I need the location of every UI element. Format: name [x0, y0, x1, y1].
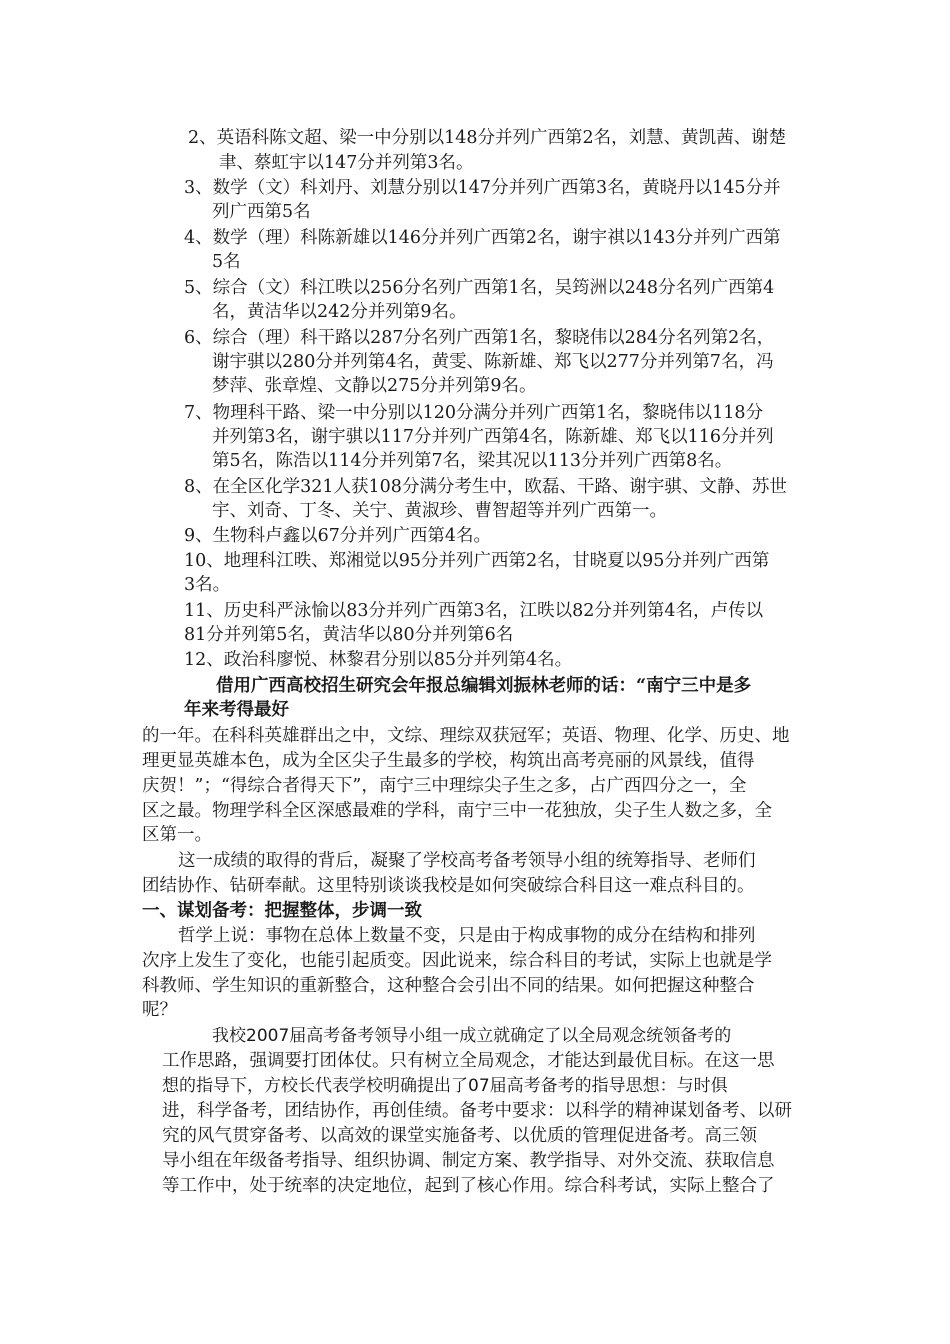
list-item-11-line-1: 11、历史科严泳愉以83分并列广西第3名，江昳以82分并列第4名，卢传以 — [184, 601, 764, 621]
list-item-7-line-1: 7、物理科干路、梁一中分别以120分满分并列广西第1名，黎晓伟以118分 — [184, 403, 764, 423]
list-item-9-line-1: 9、生物科卢鑫以67分并列广西第4名。 — [184, 526, 492, 546]
paragraph-school-line-3: 想的指导下，方校长代表学校明确提出了07届高考备考的指导思想：与时俱 — [162, 1076, 728, 1096]
list-item-8-line-2: 宇、刘奇、丁冬、关宁、黄淑珍、曹智超等并列广西第一。 — [212, 501, 667, 521]
paragraph-philosophy-line-1: 哲学上说：事物在总体上数量不变，只是由于构成事物的成分在结构和排列 — [178, 926, 756, 946]
paragraph-school-line-2: 工作思路，强调要打团体仗。只有树立全局观念，才能达到最优目标。在这一思 — [162, 1051, 775, 1071]
paragraph-school-line-1: 我校2007届高考备考领导小组一成立就确定了以全局观念统领备考的 — [212, 1026, 732, 1046]
list-item-7-line-2: 并列第3名，谢宇骐以117分并列广西第4名，陈新雄、郑飞以116分并列 — [212, 427, 774, 447]
quote-body-line-4: 区之最。物理学科全区深感最难的学科，南宁三中一花独放，尖子生人数之多，全 — [142, 801, 772, 821]
quote-intro-line-1: 借用广西高校招生研究会年报总编辑刘振林老师的话：“南宁三中是多 — [216, 676, 752, 696]
list-item-3-line-2: 列广西第5名 — [212, 202, 311, 222]
paragraph-behind-line-2: 团结协作、钻研奉献。这里特别谈谈我校是如何突破综合科目这一难点科目的。 — [142, 876, 755, 896]
quote-body-line-3: 庆贺！”；“得综合者得天下”，南宁三中理综尖子生之多，占广西四分之一，全 — [142, 776, 747, 796]
paragraph-school-line-4: 进，科学备考，团结协作，再创佳绩。备考中要求：以科学的精神谋划备考、以研 — [162, 1101, 792, 1121]
list-item-11-line-2: 81分并列第5名，黄洁华以80分并列第6名 — [184, 625, 514, 645]
list-item-2-line-1: 2、英语科陈文超、梁一中分别以148分并列广西第2名，刘慧、黄凯茜、谢楚 — [188, 128, 787, 148]
list-item-7-line-3: 第5名，陈浩以114分并列第7名，梁其况以113分并列广西第8名。 — [212, 451, 733, 471]
list-item-12-line-1: 12、政治科廖悦、林黎君分别以85分并列第4名。 — [184, 650, 573, 670]
list-item-6-line-1: 6、综合（理）科干路以287分名列广西第1名，黎晓伟以284分名列第2名， — [184, 328, 775, 348]
paragraph-philosophy-line-2: 次序上发生了变化，也能引起质变。因此说来，综合科目的考试，实际上也就是学 — [142, 951, 772, 971]
section-heading-1: 一、谋划备考：把握整体，步调一致 — [142, 901, 422, 921]
list-item-6-line-3: 梦萍、张章煌、文静以275分并列第9名。 — [212, 376, 537, 396]
quote-body-line-2: 理更显英雄本色，成为全区尖子生最多的学校，构筑出高考亮丽的风景线，值得 — [142, 751, 755, 771]
list-item-2-line-2: 聿、蔡虹宇以147分并列第3名。 — [219, 153, 474, 173]
list-item-5-line-1: 5、综合（文）科江昳以256分名列广西第1名，吴筠洲以248分名列广西第4 — [184, 278, 775, 298]
paragraph-school-line-7: 等工作中，处于统率的决定地位，起到了核心作用。综合科考试，实际上整合了 — [162, 1176, 775, 1196]
paragraph-school-line-5: 究的风气贯穿备考、以高效的课堂实施备考、以优质的管理促进备考。高三领 — [162, 1126, 757, 1146]
quote-body-line-1: 的一年。在科科英雄群出之中，文综、理综双获冠军；英语、物理、化学、历史、地 — [142, 726, 790, 746]
list-item-4-line-1: 4、数学（理）科陈新雄以146分并列广西第2名，谢宇祺以143分并列广西第 — [184, 228, 781, 248]
paragraph-philosophy-line-4: 呢？ — [142, 1000, 177, 1020]
quote-body-line-5: 区第一。 — [142, 825, 212, 845]
list-item-10-line-1: 10、地理科江昳、郑湘觉以95分并列广西第2名，甘晓夏以95分并列广西第 — [184, 551, 770, 571]
list-item-3-line-1: 3、数学（文）科刘丹、刘慧分别以147分并列广西第3名，黄晓丹以145分并 — [184, 178, 781, 198]
paragraph-behind-line-1: 这一成绩的取得的背后，凝聚了学校高考备考领导小组的统筹指导、老师们 — [178, 851, 756, 871]
list-item-10-line-2: 3名。 — [184, 575, 231, 595]
list-item-4-line-2: 5名 — [212, 252, 241, 272]
list-item-5-line-2: 名，黄洁华以242分并列第9名。 — [212, 302, 467, 322]
paragraph-philosophy-line-3: 科教师、学生知识的重新整合，这种整合会引出不同的结果。如何把握这种整合 — [142, 976, 755, 996]
paragraph-school-line-6: 导小组在年级备考指导、组织协调、制定方案、教学指导、对外交流、获取信息 — [162, 1151, 775, 1171]
list-item-8-line-1: 8、在全区化学321人获108分满分考生中，欧磊、干路、谢宇骐、文静、苏世 — [184, 477, 787, 497]
quote-intro-line-2: 年来考得最好 — [184, 700, 289, 720]
list-item-6-line-2: 谢宇骐以280分并列第4名，黄雯、陈新雄、郑飞以277分并列第7名，冯 — [212, 352, 774, 372]
